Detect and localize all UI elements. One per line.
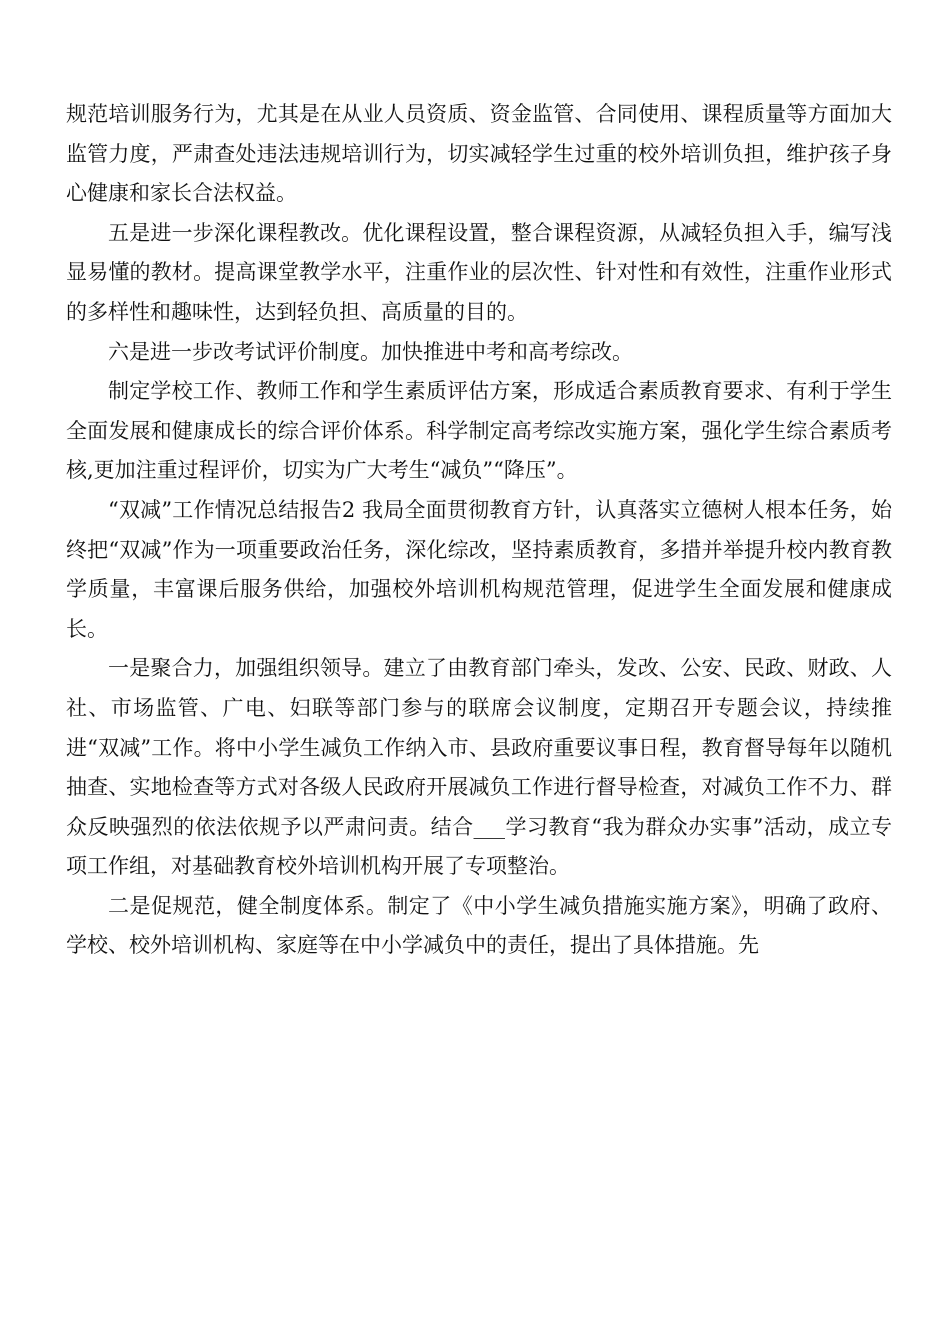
paragraph-institutional-system: 二是促规范，健全制度体系。制定了《中小学生减负措施实施方案》，明确了政府、学校、校外培训机构、家庭等在中小学减负中的责任，提出了具体措施。先 [66, 893, 892, 958]
paragraph-organization-leadership: 一是聚合力，加强组织领导。建立了由教育部门牵头，发改、公安、民政、财政、人社、市场监管、广电、妇联等部门参与的联席会议制度，定期召开专题会议，持续推进“双减”工作。将中小学生减负工作纳入市、县政府重要议事日程，教育督导每年以随机抽查、实地检查等方式对各级人民政府开展减负工作进行督导检查，对减负工作不力、群众反映强烈的依法依规予以严肃问责。结合___学习教育“我为群众办实事”活动，成立专项工作组，对基础教育校外培训机构开展了专项整治。 [66, 656, 892, 879]
paragraph-curriculum-reform: 五是进一步深化课程教改。优化课程设置，整合课程资源，从减轻负担入手，编写浅显易懂的教材。提高课堂教学水平，注重作业的层次性、针对性和有效性，注重作业形式的多样性和趣味性，达到轻负担、高质量的目的。 [66, 220, 892, 324]
document-body [66, 95, 892, 966]
paragraph-report-2-intro: “双减”工作情况总结报告2 我局全面贯彻教育方针，认真落实立德树人根本任务，始终把“双减”作为一项重要政治任务，深化综改，坚持素质教育，多措并举提升校内教育教学质量，丰富课后服务供给，加强校外培训机构规范管理，促进学生全面发展和健康成长。 [66, 497, 892, 641]
paragraph-continuation: 规范培训服务行为，尤其是在从业人员资质、资金监管、合同使用、课程质量等方面加大监管力度，严肃查处违法违规培训行为，切实减轻学生过重的校外培训负担，维护孩子身心健康和家长合法权益。 [66, 102, 892, 206]
paragraph-exam-evaluation: 六是进一步改考试评价制度。加快推进中考和高考综改。 [108, 339, 633, 364]
paragraph-evaluation-system: 制定学校工作、教师工作和学生素质评估方案，形成适合素质教育要求、有利于学生全面发展和健康成长的综合评价体系。科学制定高考综改实施方案，强化学生综合素质考核,更加注重过程评价，切实为广大考生“减负”“降压”。 [66, 379, 892, 483]
